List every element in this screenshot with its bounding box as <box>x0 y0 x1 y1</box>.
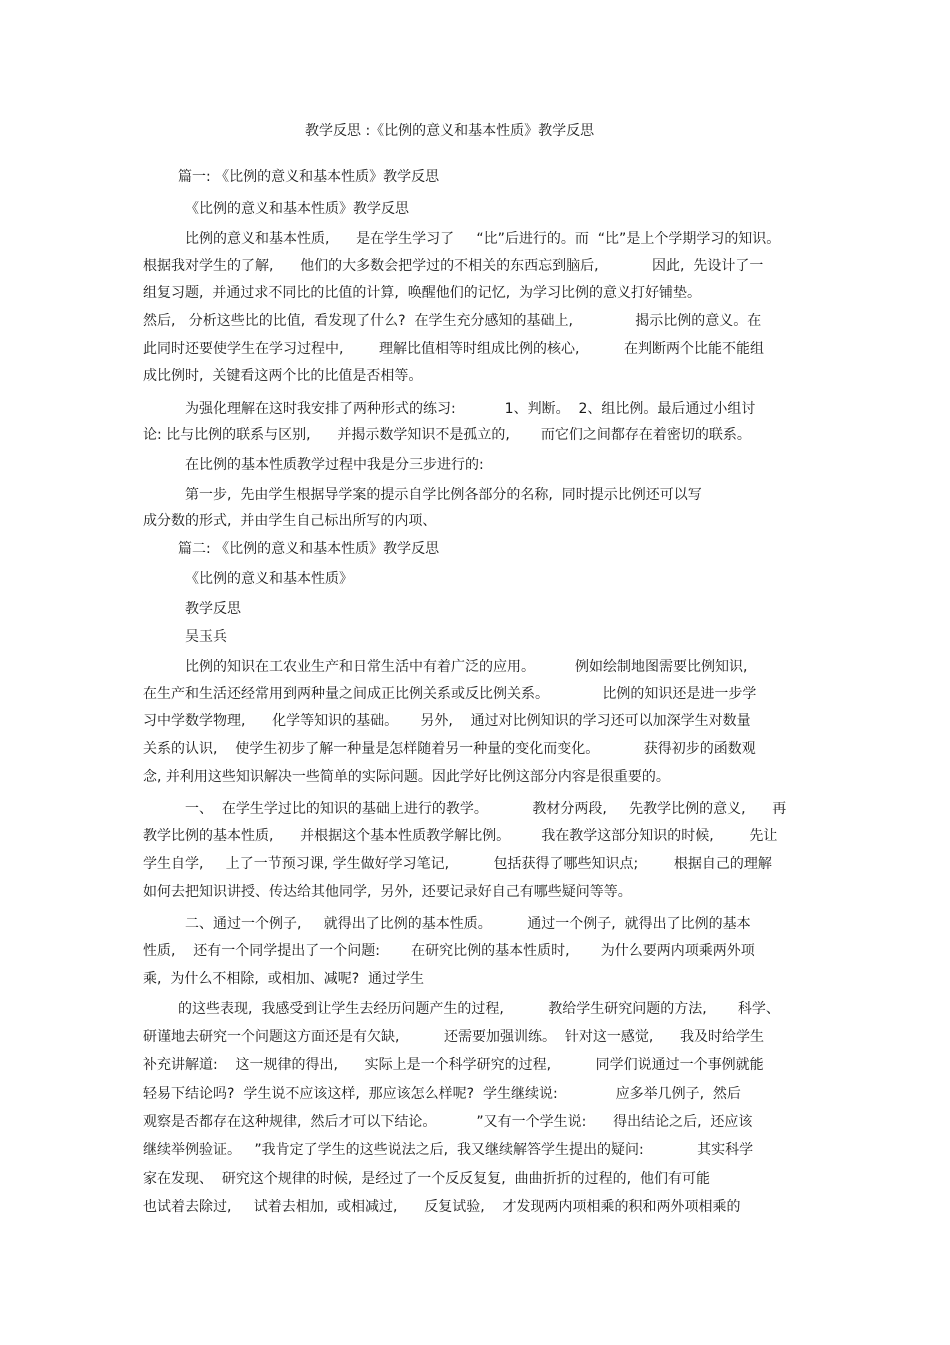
paragraph-line: 观察是否都存在这种规律, 然后才可以下结论。 ”又有一个学生说: 得出结论之后, 还应该 <box>143 1114 753 1130</box>
paragraph-line: 为强化理解在这时我安排了两种形式的练习: 1、判断。 2、组比例。最后通过小组讨 <box>185 401 756 417</box>
paragraph-line: 在生产和生活还经常用到两种量之间成正比例关系或反比例关系。 比例的知识还是进一步学 <box>143 686 757 702</box>
paragraph-line: 根据我对学生的了解, 他们的大多数会把学过的不相关的东西忘到脑后, 因此, 先设计了一 <box>143 258 764 274</box>
paragraph-line: 成比例时, 关键看这两个比的比值是否相等。 <box>143 368 423 384</box>
paragraph-line: 在比例的基本性质教学过程中我是分三步进行的: <box>185 457 484 473</box>
paragraph-line: 二、通过一个例子, 就得出了比例的基本性质。 通过一个例子, 就得出了比例的基本 <box>185 916 751 932</box>
paragraph-line: 一、 在学生学过比的知识的基础上进行的教学。 教材分两段, 先教学比例的意义, 再 <box>185 801 787 817</box>
author-name: 吴玉兵 <box>185 629 227 645</box>
paragraph-line: 乘, 为什么不相除, 或相加、减呢? 通过学生 <box>143 971 425 987</box>
paragraph-line: 研谨地去研究一个问题这方面还是有欠缺, 还需要加强训练。 针对这一感觉, 我及时给学生 <box>143 1029 765 1045</box>
paragraph-line: 继续举例验证。 ”我肯定了学生的这些说法之后, 我又继续解答学生提出的疑问: 其实科学 <box>143 1142 754 1158</box>
section-heading-1: 篇一: 《比例的意义和基本性质》教学反思 <box>178 169 440 185</box>
paragraph-line: 然后, 分析这些比的比值, 看发现了什么? 在学生充分感知的基础上, 揭示比例的意义。在 <box>143 313 762 329</box>
subtitle-1: 《比例的意义和基本性质》教学反思 <box>185 201 409 217</box>
section-heading-2: 篇二: 《比例的意义和基本性质》教学反思 <box>178 541 440 557</box>
paragraph-line: 也试着去除过, 试着去相加, 或相减过, 反复试验, 才发现两内项相乘的积和两外项相乘的 <box>143 1199 741 1215</box>
paragraph-line: 论: 比与比例的联系与区别, 并揭示数学知识不是孤立的, 而它们之间都存在着密切的联系。 <box>143 427 751 443</box>
document-title: 教学反思 :《比例的意义和基本性质》教学反思 <box>305 123 595 139</box>
paragraph-line: 习中学数学物理, 化学等知识的基础。 另外, 通过对比例知识的学习还可以加深学生对数量 <box>143 713 751 729</box>
paragraph-line: 教学比例的基本性质, 并根据这个基本性质教学解比例。 我在教学这部分知识的时候, 先让 <box>143 828 778 844</box>
paragraph-line: 第一步, 先由学生根据导学案的提示自学比例各部分的名称, 同时提示比例还可以写 <box>185 487 702 503</box>
paragraph-line: 学生自学, 上了一节预习课, 学生做好学习笔记, 包括获得了哪些知识点; 根据自己的理解 <box>143 856 772 872</box>
paragraph-line: 家在发现、 研究这个规律的时候, 是经过了一个反反复复, 曲曲折折的过程的, 他们有可能 <box>143 1171 710 1187</box>
paragraph-line: 比例的知识在工农业生产和日常生活中有着广泛的应用。 例如绘制地图需要比例知识, <box>185 659 748 675</box>
paragraph-line: 补充讲解道: 这一规律的得出, 实际上是一个科学研究的过程, 同学们说通过一个事例就能 <box>143 1057 764 1073</box>
paragraph-line: 成分数的形式, 并由学生自己标出所写的内项、 <box>143 513 437 529</box>
paragraph-line: 轻易下结论吗? 学生说不应该这样, 那应该怎么样呢? 学生继续说: 应多举几例子, 然后 <box>143 1086 741 1102</box>
paragraph-line: 的这些表现, 我感受到让学生去经历问题产生的过程, 教给学生研究问题的方法, 科学、 <box>178 1001 780 1017</box>
paragraph-line: 如何去把知识讲授、传达给其他同学, 另外, 还要记录好自己有哪些疑问等等。 <box>143 884 632 900</box>
paragraph-line: 念, 并利用这些知识解决一些简单的实际问题。因此学好比例这部分内容是很重要的。 <box>143 769 670 785</box>
paragraph-line: 比例的意义和基本性质, 是在学生学习了 “比”后进行的。而 “比”是上个学期学习的知识。 <box>185 231 781 247</box>
paragraph-line: 此同时还要使学生在学习过程中, 理解比值相等时组成比例的核心, 在判断两个比能不能组 <box>143 341 765 357</box>
paragraph-line: 组复习题, 并通过求不同比的比值的计算, 唤醒他们的记忆, 为学习比例的意义打好铺垫。 <box>143 285 702 301</box>
subtitle-3: 教学反思 <box>185 601 241 617</box>
paragraph-line: 关系的认识, 使学生初步了解一种量是怎样随着另一种量的变化而变化。 获得初步的函数观 <box>143 741 756 757</box>
paragraph-line: 性质, 还有一个同学提出了一个问题: 在研究比例的基本性质时, 为什么要两内项乘两外项 <box>143 943 755 959</box>
subtitle-2: 《比例的意义和基本性质》 <box>185 571 353 587</box>
